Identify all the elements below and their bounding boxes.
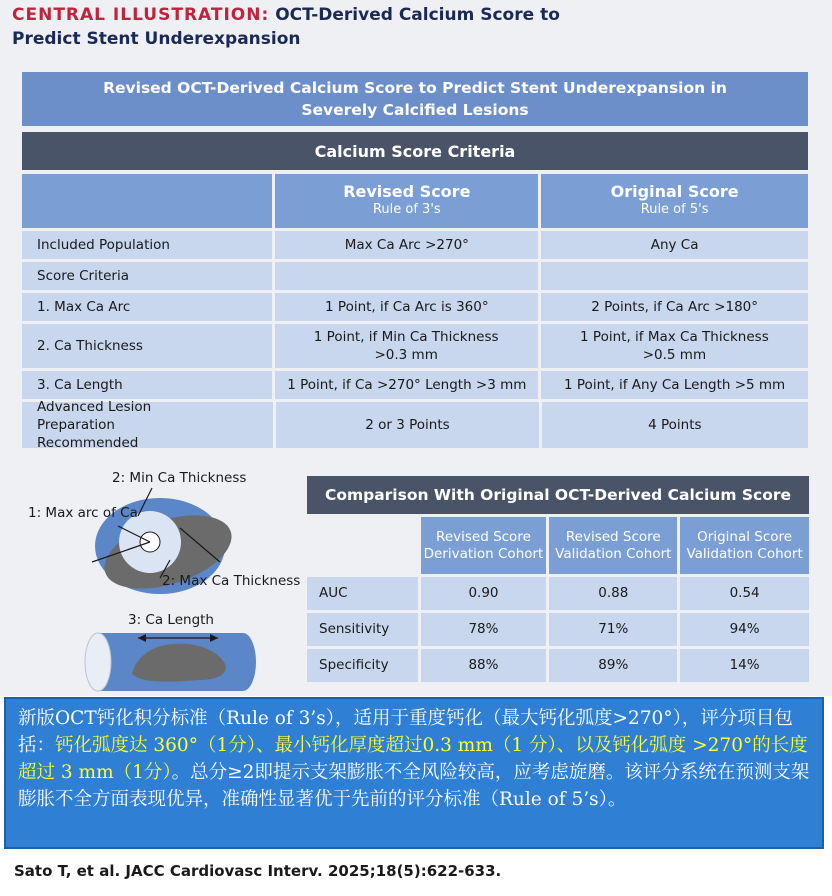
vessel-end bbox=[230, 633, 256, 691]
revised-subtitle: Rule of 3's bbox=[372, 202, 441, 217]
banner-line-1: Revised OCT-Derived Calcium Score to Predict Stent Underexpansion in bbox=[103, 79, 727, 97]
col-3-line-2: Validation Cohort bbox=[686, 545, 803, 562]
row-original: 1 Point, if Any Ca Length >5 mm bbox=[541, 371, 808, 399]
calcium-illustration bbox=[20, 466, 305, 694]
metric-label: Specificity bbox=[307, 649, 418, 682]
row-label: 3. Ca Length bbox=[22, 371, 272, 399]
metric-value: 0.90 bbox=[421, 577, 547, 610]
col-2-line-1: Revised Score bbox=[565, 528, 661, 545]
metric-value: 94% bbox=[680, 613, 809, 646]
metric-value: 0.54 bbox=[680, 577, 809, 610]
metric-label: AUC bbox=[307, 577, 418, 610]
illustration-label: CENTRAL ILLUSTRATION: bbox=[12, 5, 270, 25]
comparison-header-col-1 bbox=[421, 517, 547, 574]
citation: Sato T, et al. JACC Cardiovasc Interv. 2025;18(5):622-633. bbox=[14, 862, 502, 880]
label-max-thickness: 2: Max Ca Thickness bbox=[162, 573, 301, 589]
metric-value: 71% bbox=[549, 613, 677, 646]
comparison-title: Comparison With Original OCT-Derived Calcium Score bbox=[307, 476, 809, 514]
row-label: Included Population bbox=[22, 231, 272, 259]
banner-line-2: Severely Calcified Lesions bbox=[301, 101, 529, 119]
metric-value: 0.88 bbox=[549, 577, 677, 610]
row-original: 2 Points, if Ca Arc >180° bbox=[541, 293, 808, 321]
row-revised: 1 Point, if Min Ca Thickness >0.3 mm bbox=[275, 324, 538, 368]
table-row bbox=[22, 324, 808, 368]
row-revised bbox=[275, 262, 538, 290]
label-min-thickness: 2: Min Ca Thickness bbox=[112, 470, 247, 486]
table-row bbox=[22, 262, 808, 290]
header bbox=[0, 0, 832, 56]
page-title bbox=[12, 5, 560, 25]
label-max-arc: 1: Max arc of Ca bbox=[28, 505, 138, 521]
criteria-header-original bbox=[541, 174, 808, 228]
comparison-table bbox=[307, 517, 809, 685]
metric-value: 89% bbox=[549, 649, 677, 682]
comparison-header-col-2 bbox=[549, 517, 677, 574]
col-3-line-1: Original Score bbox=[697, 528, 793, 545]
main-banner bbox=[22, 72, 808, 126]
table-row bbox=[307, 613, 809, 646]
table-row bbox=[307, 649, 809, 682]
original-title: Original Score bbox=[610, 182, 739, 201]
criteria-header-revised bbox=[275, 174, 538, 228]
metric-value: 88% bbox=[421, 649, 547, 682]
comparison-header-row bbox=[307, 517, 809, 574]
comparison-header-empty bbox=[307, 517, 418, 574]
note-text-1: 新版OCT钙化积分标准（Rule of 3’s），适用于重度钙化（最大钙化弧度>270°），评分项目包括： bbox=[18, 708, 793, 756]
row-original: 1 Point, if Max Ca Thickness >0.5 mm bbox=[541, 324, 808, 368]
row-label: Advanced Lesion Preparation Recommended bbox=[22, 402, 273, 448]
row-label: Score Criteria bbox=[22, 262, 272, 290]
original-subtitle: Rule of 5's bbox=[640, 202, 709, 217]
criteria-title: Calcium Score Criteria bbox=[22, 132, 808, 170]
revised-title: Revised Score bbox=[343, 182, 471, 201]
criteria-header-row bbox=[22, 174, 808, 228]
row-revised: 1 Point, if Ca Arc is 360° bbox=[275, 293, 538, 321]
criteria-table bbox=[22, 174, 808, 451]
comparison-header-col-3 bbox=[680, 517, 809, 574]
row-revised: Max Ca Arc >270° bbox=[275, 231, 538, 259]
table-row bbox=[22, 399, 808, 451]
row-label: 2. Ca Thickness bbox=[22, 324, 272, 368]
title-line-2: Predict Stent Underexpansion bbox=[12, 29, 301, 49]
col-2-line-2: Validation Cohort bbox=[555, 545, 672, 562]
metric-value: 78% bbox=[421, 613, 547, 646]
metric-label: Sensitivity bbox=[307, 613, 418, 646]
note-highlight: 钙化弧度达 360°（1分）、最小钙化厚度超过0.3 mm（1 分）、以及钙化弧度 >270°的长度超过 3 mm（1分） bbox=[18, 735, 808, 783]
table-row bbox=[22, 371, 808, 399]
metric-value: 14% bbox=[680, 649, 809, 682]
row-original bbox=[541, 262, 808, 290]
title-line-1: OCT-Derived Calcium Score to bbox=[275, 5, 560, 25]
row-revised: 1 Point, if Ca >270° Length >3 mm bbox=[275, 371, 538, 399]
row-revised: 2 or 3 Points bbox=[276, 402, 538, 448]
vessel-opening bbox=[85, 633, 111, 691]
col-1-line-2: Derivation Cohort bbox=[423, 545, 544, 562]
table-row bbox=[22, 293, 808, 321]
row-original: 4 Points bbox=[542, 402, 808, 448]
label-length: 3: Ca Length bbox=[128, 612, 214, 628]
criteria-header-empty bbox=[22, 174, 272, 228]
row-original: Any Ca bbox=[541, 231, 808, 259]
col-1-line-1: Revised Score bbox=[436, 528, 531, 545]
row-label: 1. Max Ca Arc bbox=[22, 293, 272, 321]
table-row bbox=[307, 577, 809, 610]
note-text-2: 。总分≥2即提示支架膨胀不全风险较高，应考虑旋磨。该评分系统在预测支架膨胀不全方面表现优异，准确性显著优于先前的评分标准（Rule of 5’s）。 bbox=[18, 762, 810, 810]
table-row bbox=[22, 231, 808, 259]
chinese-summary-note bbox=[4, 697, 824, 849]
